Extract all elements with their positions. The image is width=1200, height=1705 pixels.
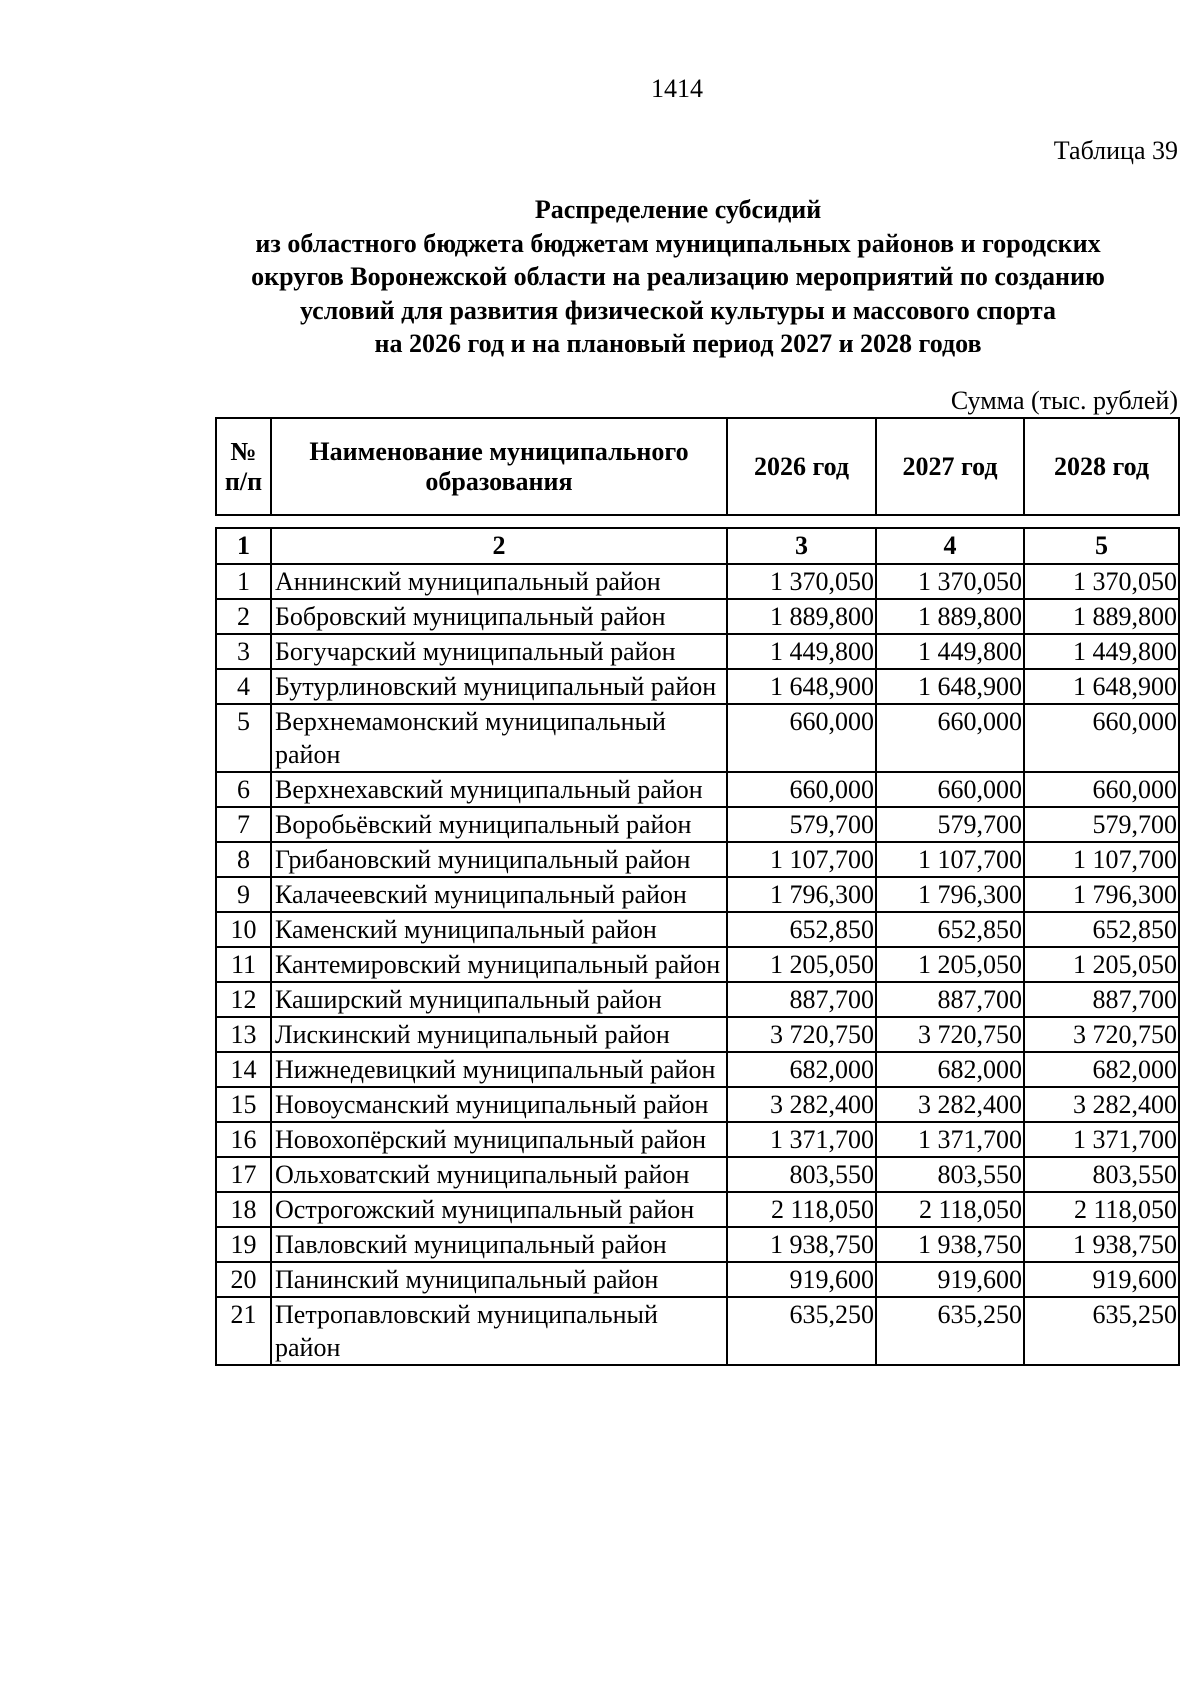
header-name: Наименование муниципального образования [271, 418, 727, 515]
row-value-2026: 919,600 [727, 1262, 876, 1297]
row-name: Бутурлиновский муниципальный район [271, 669, 727, 704]
row-value-2026: 1 648,900 [727, 669, 876, 704]
row-value-2027: 2 118,050 [876, 1192, 1024, 1227]
row-value-2026: 1 449,800 [727, 634, 876, 669]
row-name: Панинский муниципальный район [271, 1262, 727, 1297]
column-number: 2 [271, 528, 727, 564]
row-value-2026: 1 370,050 [727, 564, 876, 599]
row-value-2027: 1 449,800 [876, 634, 1024, 669]
row-name: Острогожский муниципальный район [271, 1192, 727, 1227]
row-value-2026: 579,700 [727, 807, 876, 842]
row-value-2028: 919,600 [1024, 1262, 1179, 1297]
row-value-2026: 682,000 [727, 1052, 876, 1087]
table-row [216, 1192, 1179, 1227]
row-value-2028: 3 720,750 [1024, 1017, 1179, 1052]
row-name: Нижнедевицкий муниципальный район [271, 1052, 727, 1087]
row-name: Лискинский муниципальный район [271, 1017, 727, 1052]
row-value-2027: 887,700 [876, 982, 1024, 1017]
row-value-2026: 660,000 [727, 772, 876, 807]
row-value-2028: 1 205,050 [1024, 947, 1179, 982]
document-title [168, 193, 1188, 361]
row-number: 15 [216, 1087, 271, 1122]
row-value-2027: 3 720,750 [876, 1017, 1024, 1052]
data-table [215, 527, 1180, 1366]
header-number: № п/п [216, 418, 271, 515]
row-value-2028: 803,550 [1024, 1157, 1179, 1192]
column-number: 4 [876, 528, 1024, 564]
row-number: 17 [216, 1157, 271, 1192]
row-name: Бобровский муниципальный район [271, 599, 727, 634]
row-value-2027: 652,850 [876, 912, 1024, 947]
row-value-2028: 1 370,050 [1024, 564, 1179, 599]
row-value-2028: 1 107,700 [1024, 842, 1179, 877]
row-name: Каширский муниципальный район [271, 982, 727, 1017]
title-line: округов Воронежской области на реализацию мероприятий по созданию [251, 262, 1105, 291]
row-value-2026: 635,250 [727, 1297, 876, 1365]
row-number: 16 [216, 1122, 271, 1157]
row-value-2028: 1 648,900 [1024, 669, 1179, 704]
row-number: 10 [216, 912, 271, 947]
row-value-2026: 3 282,400 [727, 1087, 876, 1122]
table-row [216, 1157, 1179, 1192]
row-value-2027: 1 205,050 [876, 947, 1024, 982]
header-2026: 2026 год [727, 418, 876, 515]
table-row [216, 599, 1179, 634]
row-value-2028: 660,000 [1024, 704, 1179, 772]
row-value-2026: 1 371,700 [727, 1122, 876, 1157]
row-name: Аннинский муниципальный район [271, 564, 727, 599]
table-row [216, 1122, 1179, 1157]
row-value-2026: 660,000 [727, 704, 876, 772]
row-number: 18 [216, 1192, 271, 1227]
table-row [216, 669, 1179, 704]
header-2027: 2027 год [876, 418, 1024, 515]
row-value-2027: 919,600 [876, 1262, 1024, 1297]
title-line: на 2026 год и на плановый период 2027 и 2028 годов [374, 329, 982, 358]
title-line: из областного бюджета бюджетам муниципальных районов и городских [255, 228, 1101, 258]
table-row [216, 877, 1179, 912]
row-name: Ольховатский муниципальный район [271, 1157, 727, 1192]
row-value-2028: 660,000 [1024, 772, 1179, 807]
row-value-2028: 1 938,750 [1024, 1227, 1179, 1262]
row-value-2028: 682,000 [1024, 1052, 1179, 1087]
row-number: 20 [216, 1262, 271, 1297]
row-value-2028: 1 796,300 [1024, 877, 1179, 912]
row-value-2027: 660,000 [876, 704, 1024, 772]
table-row [216, 772, 1179, 807]
row-value-2026: 1 107,700 [727, 842, 876, 877]
table-body [216, 528, 1179, 1365]
row-value-2028: 635,250 [1024, 1297, 1179, 1365]
row-number: 13 [216, 1017, 271, 1052]
table-label: Таблица 39 [1053, 136, 1178, 165]
row-value-2026: 803,550 [727, 1157, 876, 1192]
title-line: условий для развития физической культуры и массового спорта [299, 295, 1056, 325]
row-value-2026: 1 796,300 [727, 877, 876, 912]
row-value-2028: 887,700 [1024, 982, 1179, 1017]
column-number: 1 [216, 528, 271, 564]
row-value-2027: 1 371,700 [876, 1122, 1024, 1157]
row-name: Павловский муниципальный район [271, 1227, 727, 1262]
table-row [216, 1227, 1179, 1262]
table-row [216, 912, 1179, 947]
table-row [216, 947, 1179, 982]
row-value-2028: 579,700 [1024, 807, 1179, 842]
row-number: 4 [216, 669, 271, 704]
row-number: 7 [216, 807, 271, 842]
row-value-2028: 3 282,400 [1024, 1087, 1179, 1122]
row-value-2026: 3 720,750 [727, 1017, 876, 1052]
row-value-2027: 1 796,300 [876, 877, 1024, 912]
row-value-2027: 682,000 [876, 1052, 1024, 1087]
row-value-2028: 1 371,700 [1024, 1122, 1179, 1157]
row-value-2026: 2 118,050 [727, 1192, 876, 1227]
title-line: Распределение субсидий [534, 195, 822, 224]
table-row [216, 1017, 1179, 1052]
column-number: 5 [1024, 528, 1179, 564]
header-row [216, 418, 1179, 515]
row-value-2027: 1 889,800 [876, 599, 1024, 634]
row-number: 11 [216, 947, 271, 982]
table-row [216, 807, 1179, 842]
row-number: 1 [216, 564, 271, 599]
row-number: 5 [216, 704, 271, 772]
table-row [216, 1262, 1179, 1297]
row-name: Воробьёвский муниципальный район [271, 807, 727, 842]
table-row [216, 1052, 1179, 1087]
row-value-2026: 1 889,800 [727, 599, 876, 634]
row-name: Верхнемамонский муниципальный район [271, 704, 727, 772]
row-value-2028: 1 889,800 [1024, 599, 1179, 634]
row-number: 12 [216, 982, 271, 1017]
row-number: 3 [216, 634, 271, 669]
row-name: Новоусманский муниципальный район [271, 1087, 727, 1122]
table-row [216, 634, 1179, 669]
row-name: Калачеевский муниципальный район [271, 877, 727, 912]
row-name: Богучарский муниципальный район [271, 634, 727, 669]
row-value-2026: 1 938,750 [727, 1227, 876, 1262]
row-name: Петропавловский муниципальный район [271, 1297, 727, 1365]
row-value-2028: 2 118,050 [1024, 1192, 1179, 1227]
page-number: 1414 [651, 74, 703, 103]
table-row [216, 982, 1179, 1017]
table-row [216, 1087, 1179, 1122]
row-name: Грибановский муниципальный район [271, 842, 727, 877]
row-value-2026: 1 205,050 [727, 947, 876, 982]
row-number: 2 [216, 599, 271, 634]
row-value-2027: 1 107,700 [876, 842, 1024, 877]
row-value-2027: 1 370,050 [876, 564, 1024, 599]
row-number: 21 [216, 1297, 271, 1365]
header-table [215, 417, 1180, 516]
row-value-2027: 660,000 [876, 772, 1024, 807]
row-value-2028: 652,850 [1024, 912, 1179, 947]
row-name: Новохопёрский муниципальный район [271, 1122, 727, 1157]
table-row [216, 1297, 1179, 1365]
column-number: 3 [727, 528, 876, 564]
row-number: 9 [216, 877, 271, 912]
units-label: Сумма (тыс. рублей) [950, 386, 1178, 415]
row-value-2026: 652,850 [727, 912, 876, 947]
row-name: Верхнехавский муниципальный район [271, 772, 727, 807]
header-2028: 2028 год [1024, 418, 1179, 515]
row-number: 6 [216, 772, 271, 807]
row-value-2027: 803,550 [876, 1157, 1024, 1192]
row-number: 8 [216, 842, 271, 877]
row-value-2027: 1 648,900 [876, 669, 1024, 704]
row-value-2027: 635,250 [876, 1297, 1024, 1365]
row-number: 19 [216, 1227, 271, 1262]
row-value-2028: 1 449,800 [1024, 634, 1179, 669]
column-number-row [216, 528, 1179, 564]
row-value-2027: 579,700 [876, 807, 1024, 842]
table-row [216, 704, 1179, 772]
row-value-2027: 3 282,400 [876, 1087, 1024, 1122]
table-row [216, 842, 1179, 877]
row-number: 14 [216, 1052, 271, 1087]
row-name: Каменский муниципальный район [271, 912, 727, 947]
table-row [216, 564, 1179, 599]
row-value-2027: 1 938,750 [876, 1227, 1024, 1262]
row-value-2026: 887,700 [727, 982, 876, 1017]
row-name: Кантемировский муниципальный район [271, 947, 727, 982]
